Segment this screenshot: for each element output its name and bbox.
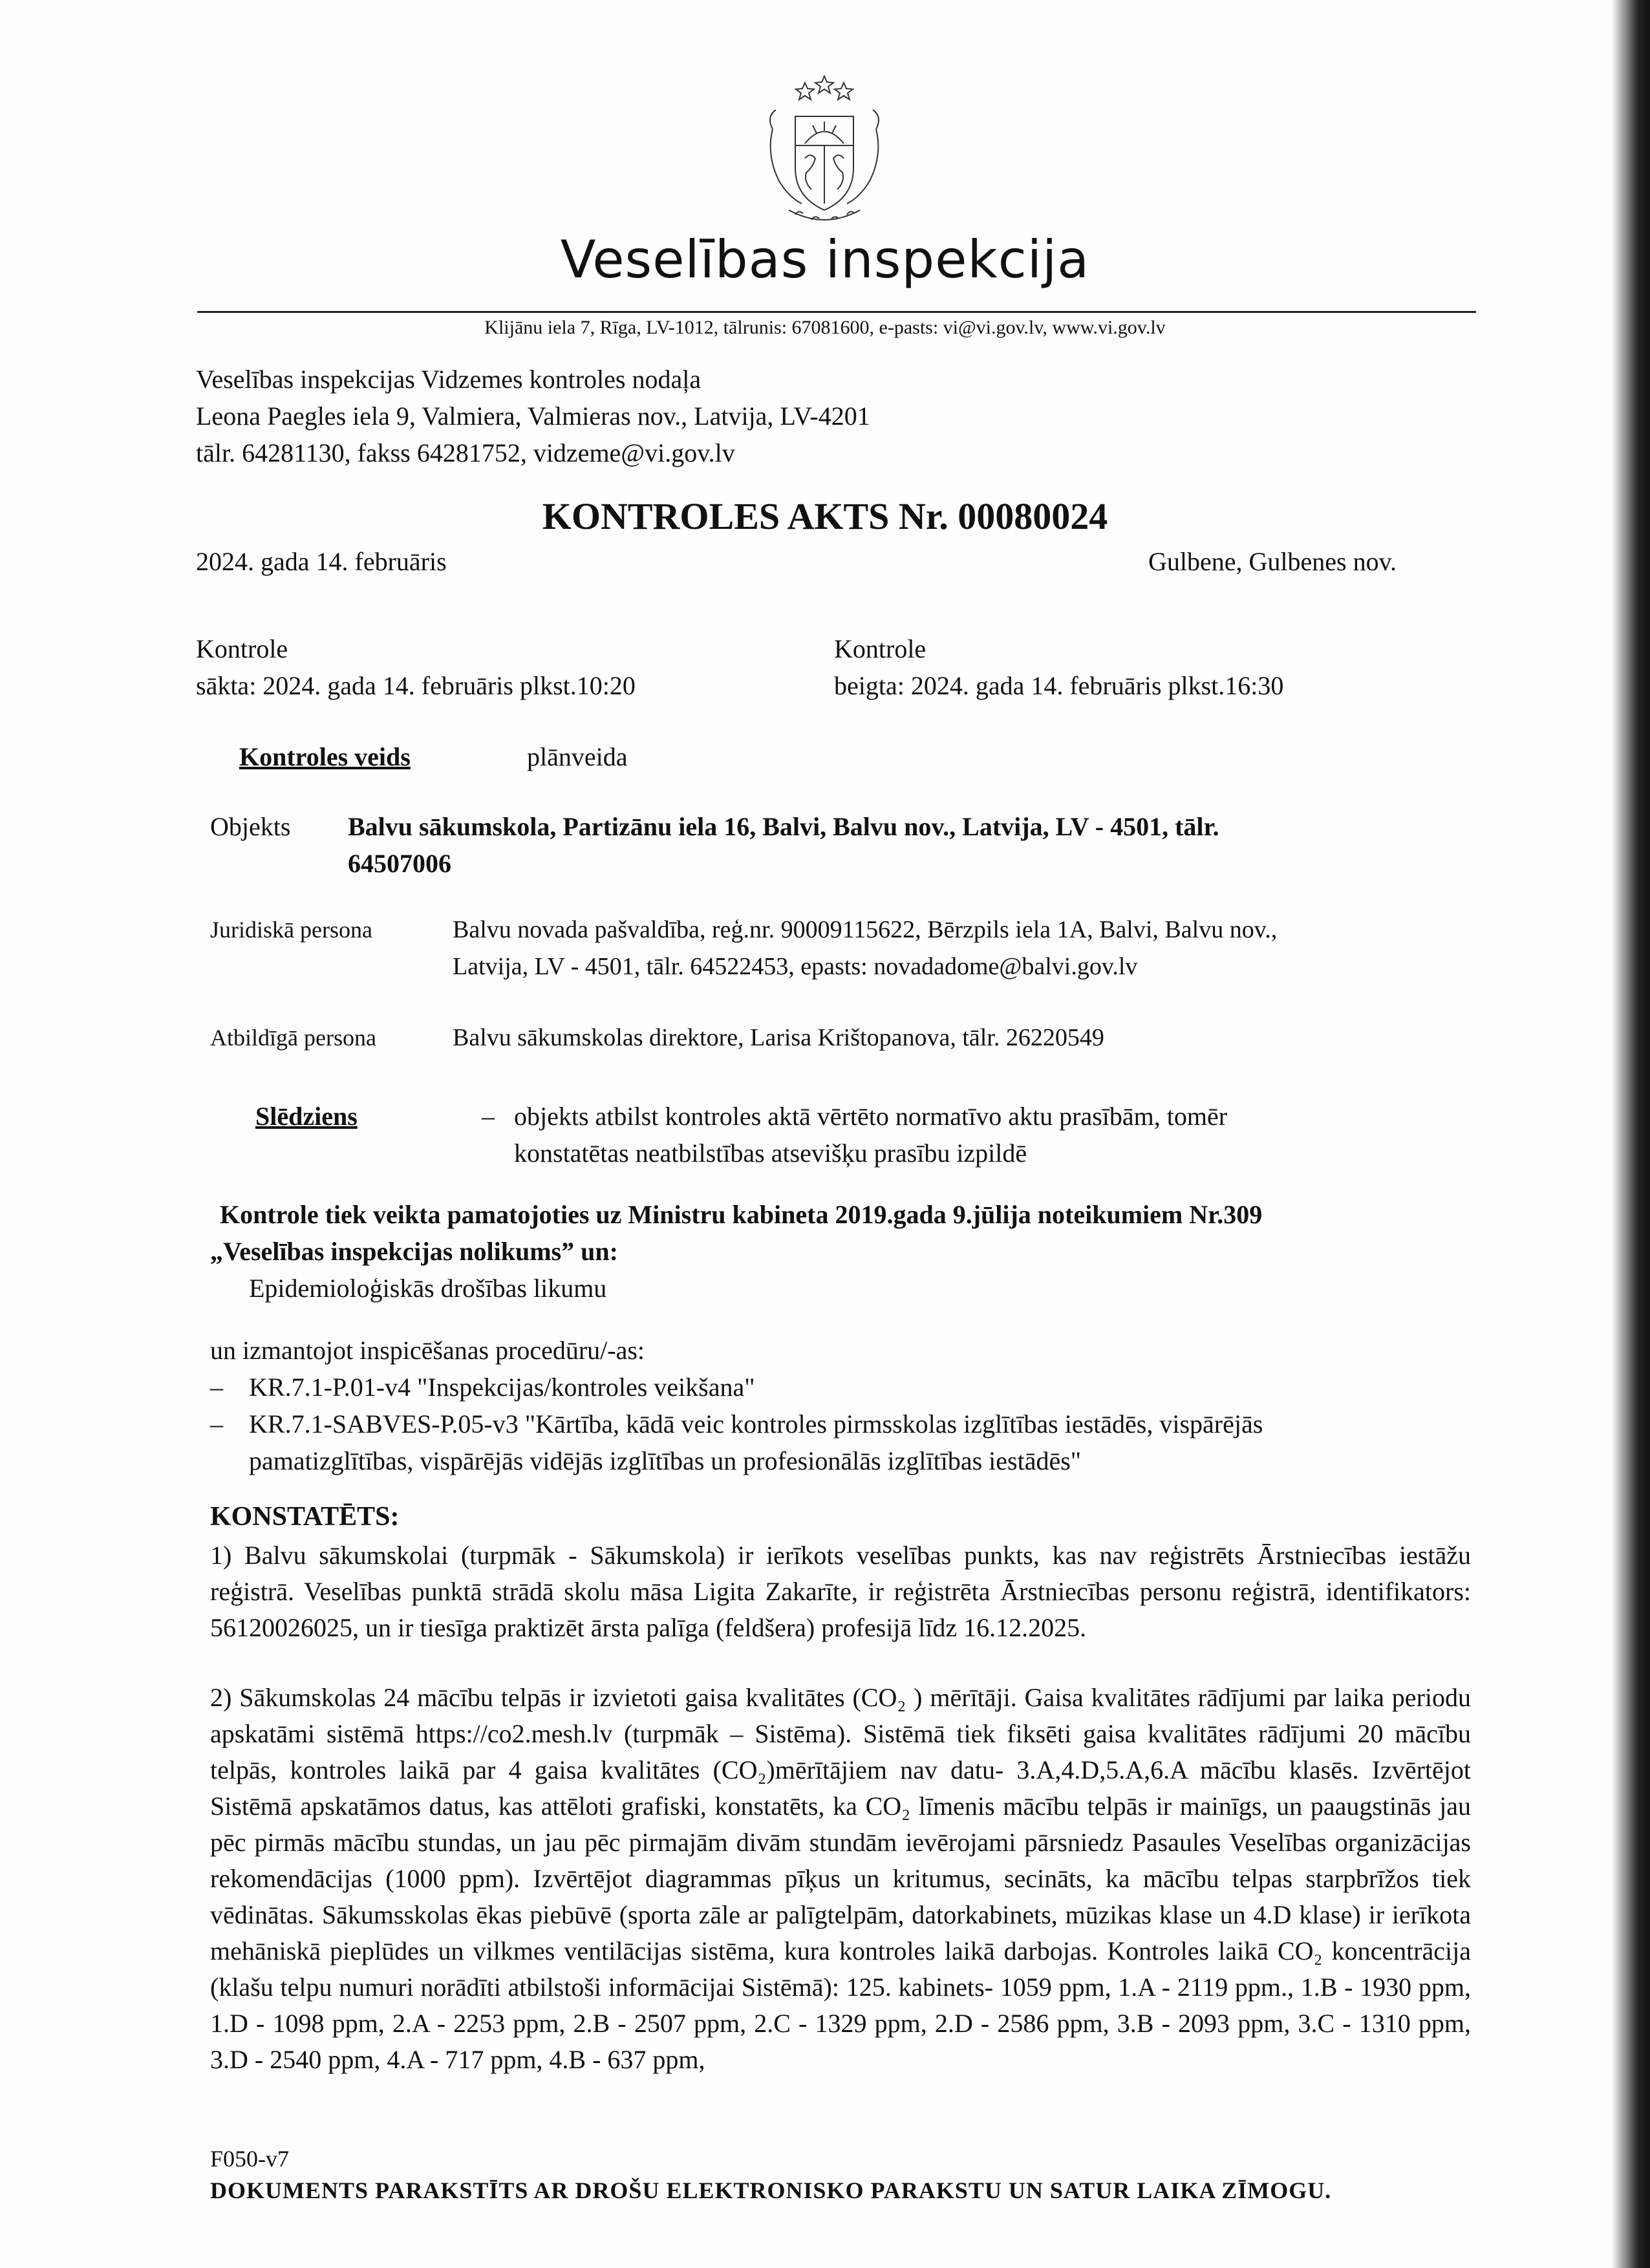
scan-edge xyxy=(1611,0,1650,2268)
start-value: sākta: 2024. gada 14. februāris plkst.10:20 xyxy=(196,671,636,700)
conclusion-dash: – xyxy=(482,1102,495,1131)
end-value: beigta: 2024. gada 14. februāris plkst.16:30 xyxy=(834,671,1284,700)
conclusion-line2: konstatētas neatbilstības atsevišķu prasību izpildē xyxy=(514,1139,1027,1168)
act-title: KONTROLES AKTS Nr. 00080024 xyxy=(542,495,1108,537)
latvia-coat-of-arms-icon xyxy=(760,71,889,226)
findings-heading: KONSTATĒTS: xyxy=(210,1502,400,1532)
procedure-2-dash: – xyxy=(210,1409,223,1439)
act-date: 2024. gada 14. februāris xyxy=(196,547,447,576)
start-label: Kontrole xyxy=(196,634,288,663)
procedure-2-line1: KR.7.1-SABVES-P.05-v3 "Kārtība, kādā veic kontroles pirmsskolas izglītības iestādēs, vispārējās xyxy=(249,1409,1263,1439)
conclusion-label: Slēdziens xyxy=(255,1102,358,1131)
basis-law: Epidemioloģiskās drošības likumu xyxy=(249,1274,607,1303)
basis-line1: Kontrole tiek veikta pamatojoties uz Ministru kabineta 2019.gada 9.jūlija noteikumiem Nr.309 xyxy=(220,1200,1263,1229)
procedure-1-dash: – xyxy=(210,1373,223,1402)
hq-address: Klijānu iela 7, Rīga, LV-1012, tālrunis: 67081600, e-pasts: vi@vi.gov.lv, www.vi.gov.lv xyxy=(484,317,1166,338)
branch-address: Leona Paegles iela 9, Valmiera, Valmieras nov., Latvija, LV-4201 xyxy=(196,401,870,431)
legal-person-label: Juridiskā persona xyxy=(210,917,372,943)
responsible-person-label: Atbildīgā persona xyxy=(210,1025,376,1051)
legal-person-line2: Latvija, LV - 4501, tālr. 64522453, epasts: novadadome@balvi.gov.lv xyxy=(453,953,1138,980)
branch-contacts: tālr. 64281130, fakss 64281752, vidzeme@vi.gov.lv xyxy=(196,438,735,467)
form-code: F050-v7 xyxy=(210,2146,290,2172)
finding-2: 2) Sākumskolas 24 mācību telpās ir izvietoti gaisa kvalitātes (CO₂ ) mērītāji. Gaisa kvalitātes rādījumi par laika periodu apskatāmi sistēmā https://co2.mesh.lv (turpmāk – Sistēma). Sistēmā tiek fiksēti gaisa kvalitātes rādījumi 20 mācību telpās, kontroles laikā par 4 gaisa kvalitātes (CO₂)mērītājiem nav datu- 3.A,4.D,5.A,6.A mācību klasēs. Izvērtējot Sistēmā apskatāmos datus, kas attēloti grafiski, konstatēts, ka CO₂ līmenis mācību telpās ir mainīgs, un paaugstinās jau pēc pirmās mācību stundas, un jau pēc pirmajām divām stundām ievērojami pārsniedz Pasaules Veselības organizācijas rekomendācijas (1000 ppm). Izvērtējot diagrammas pīķus un kritumus, secināts, ka mācību telpas starpbrīžos tiek vēdinātas. Sākumsskolas ēkas piebūvē (sporta zāle ar palīgtelpām, datorkabinets, mūzikas klase un 4.D klase) ir ierīkota mehāniskā pieplūdes un vilkmes ventilācijas sistēma, kura kontroles laikā darbojas. Kontroles laikā CO₂ koncentrācija (klašu telpu numuri norādīti atbilstoši informācijai Sistēmā): 125. kabinets- 1059 ppm, 1.A - 2119 ppm., 1.B - 1930 ppm, 1.D - 1098 ppm, 2.A - 2253 ppm, 2.B - 2507 ppm, 2.C - 1329 ppm, 2.D - 2586 ppm, 3.B - 2093 ppm, 3.C - 1310 ppm, 3.D - 2540 ppm, 4.A - 717 ppm, 4.B - 637 ppm, xyxy=(210,1683,1471,2074)
end-label: Kontrole xyxy=(834,634,927,663)
finding-1: 1) Balvu sākumskolai (turpmāk - Sākumskola) ir ierīkots veselības punkts, kas nav reģistrēts Ārstniecības iestāžu reģistrā. Veselības punktā strādā skolu māsa Ligita Zakarīte, ir reģistrēta Ārstniecības personu reģistrā, identifikators: 56120026025, un ir tiesīga praktizēt ārsta palīga (feldšera) profesijā līdz 16.12.2025. xyxy=(210,1541,1471,1642)
procedure-2-line2: pamatizglītības, vispārējās vidējās izglītības un profesionālās izglītības iestādēs" xyxy=(249,1446,1082,1475)
basis-line2: „Veselības inspekcijas nolikums” un: xyxy=(210,1237,618,1266)
signature-note: DOKUMENTS PARAKSTĪTS AR DROŠU ELEKTRONISKO PARAKSTU UN SATUR LAIKA ZĪMOGU. xyxy=(210,2177,1332,2203)
control-type-value: plānveida xyxy=(527,742,628,771)
legal-person-line1: Balvu novada pašvaldība, reģ.nr. 90009115622, Bērzpils iela 1A, Balvi, Balvu nov., xyxy=(453,916,1278,943)
object-line2: 64507006 xyxy=(348,849,451,878)
procedures-intro: un izmantojot inspicēšanas procedūru/-as: xyxy=(210,1336,645,1365)
branch-name: Veselības inspekcijas Vidzemes kontroles nodaļa xyxy=(196,365,702,394)
org-name: Veselības inspekcija xyxy=(560,230,1090,290)
conclusion-line1: objekts atbilst kontroles aktā vērtēto normatīvo aktu prasībām, tomēr xyxy=(514,1102,1228,1131)
procedure-1: KR.7.1-P.01-v4 "Inspekcijas/kontroles veikšana" xyxy=(249,1373,755,1402)
object-label: Objekts xyxy=(210,812,291,841)
responsible-person-value: Balvu sākumskolas direktore, Larisa Krištopanova, tālr. 26220549 xyxy=(453,1024,1104,1051)
header-rule xyxy=(197,311,1476,313)
act-place: Gulbene, Gulbenes nov. xyxy=(1148,547,1397,576)
object-line1: Balvu sākumskola, Partizānu iela 16, Balvi, Balvu nov., Latvija, LV - 4501, tālr. xyxy=(348,812,1219,841)
control-type-label: Kontroles veids xyxy=(239,742,411,771)
